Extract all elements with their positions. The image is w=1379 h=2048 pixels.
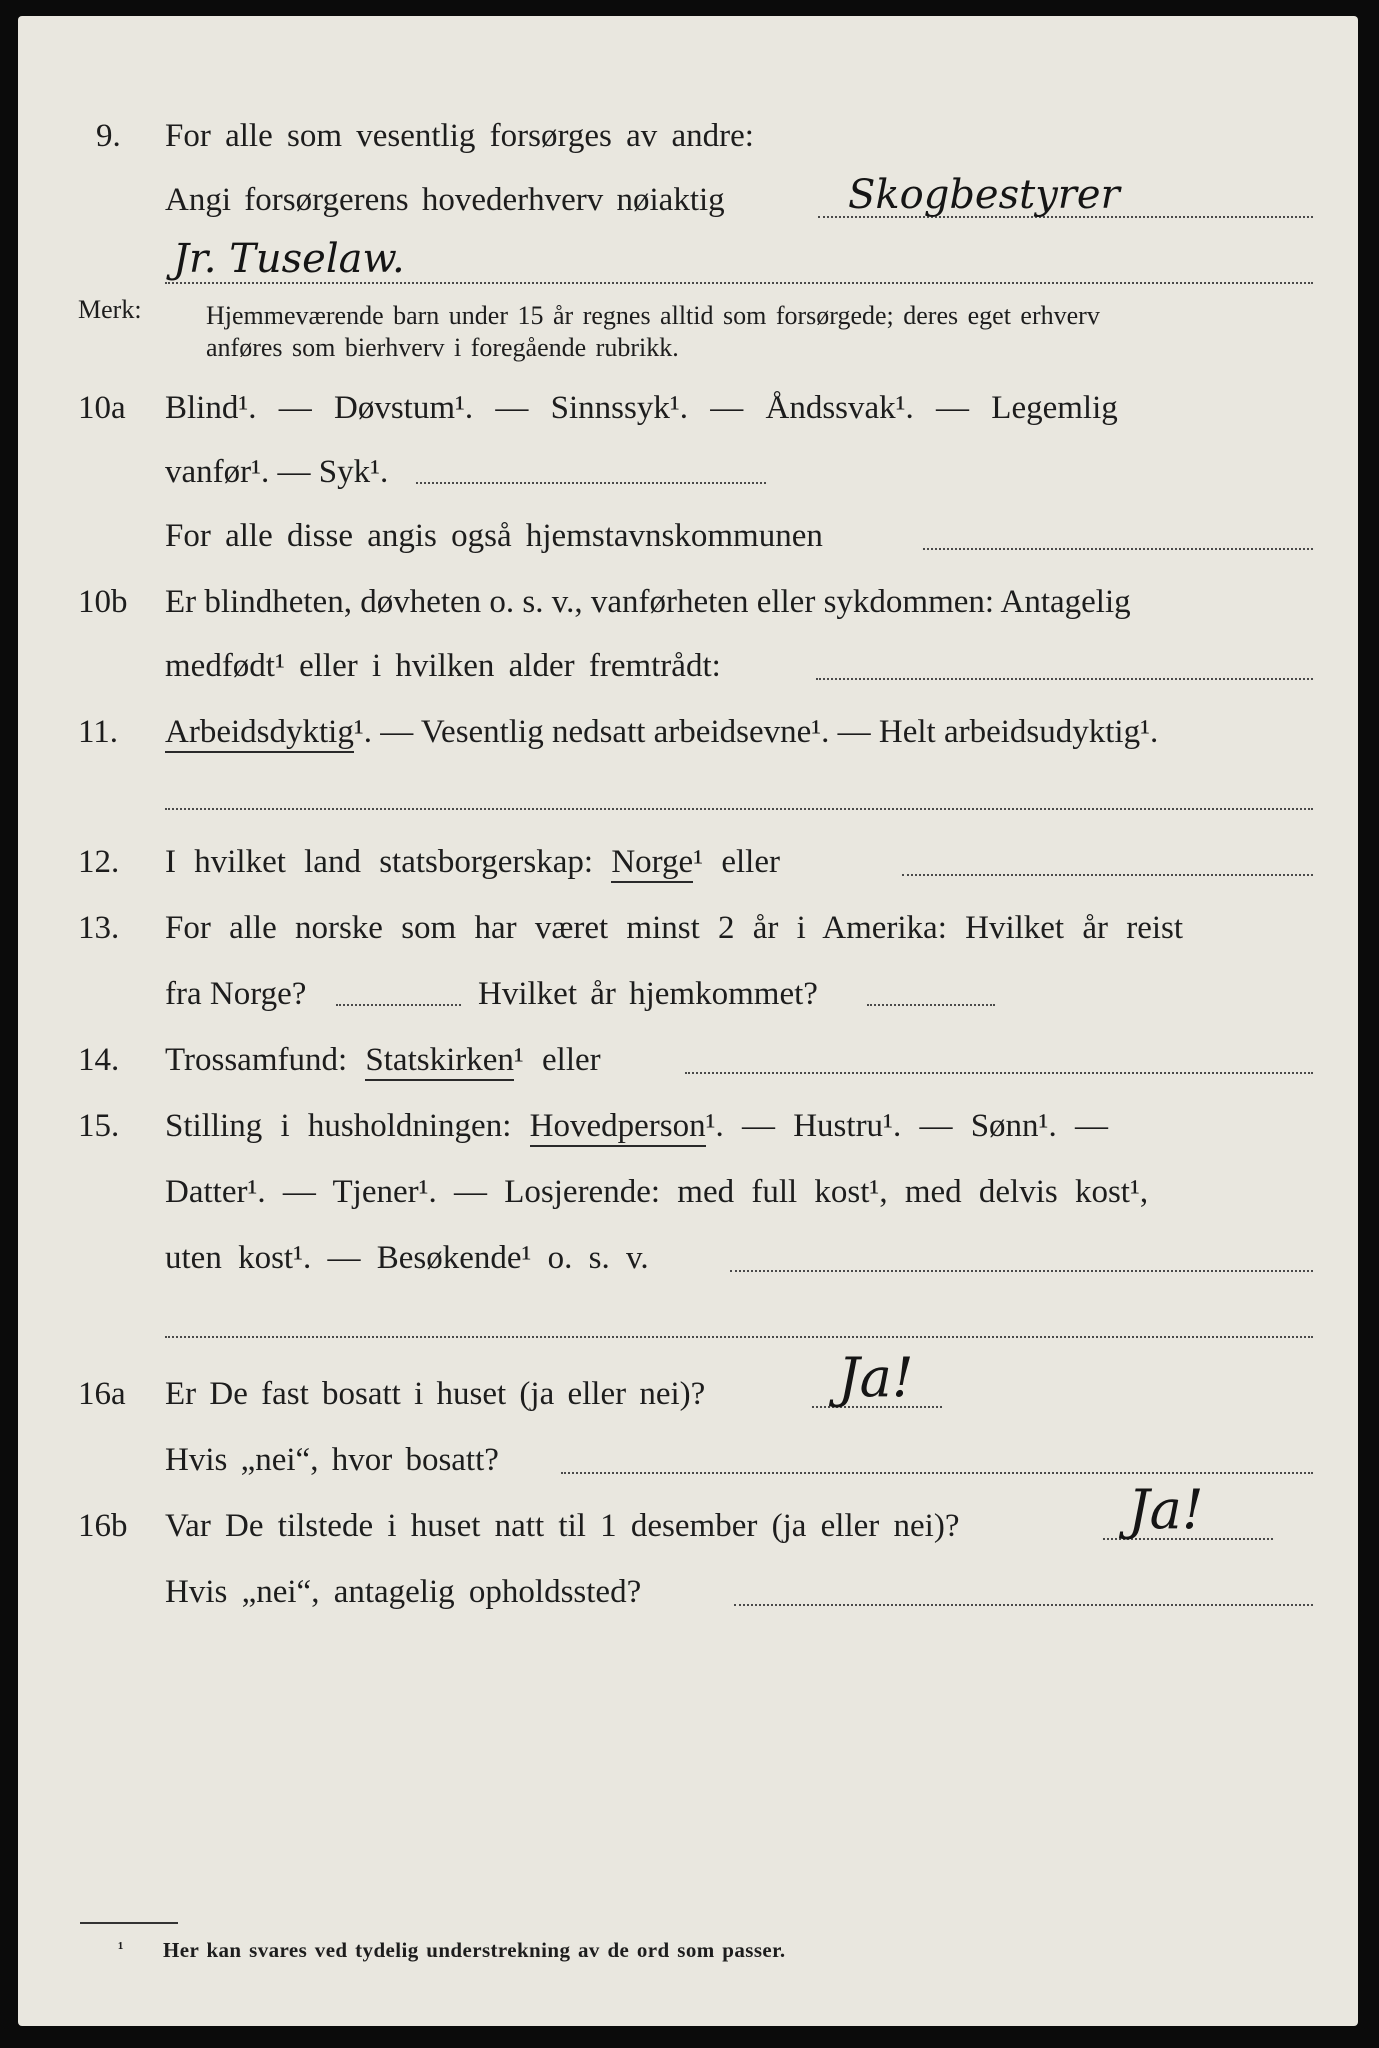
q10a-answer-line-2 <box>923 548 1313 550</box>
q16b-line1: Var De tilstede i huset natt til 1 desember (ja eller nei)? <box>165 1508 960 1544</box>
q10a-number: 10a <box>78 390 126 426</box>
q9-line1: For alle som vesentlig forsørges av andre: <box>165 118 754 154</box>
q12-answer-line <box>902 874 1313 876</box>
q9-number: 9. <box>96 118 121 154</box>
footnote-rule <box>80 1922 178 1924</box>
q14-lead: Trossamfund: <box>165 1042 348 1078</box>
q14-tail: ¹ eller <box>513 1042 601 1078</box>
q16a-line1: Er De fast bosatt i huset (ja eller nei)? <box>165 1376 706 1412</box>
q14-line <box>165 1040 601 1080</box>
q13-line1: For alle norske som har været minst 2 år i Amerika: Hvilket år reist <box>165 910 1184 946</box>
q10a-line2: vanfør¹. — Syk¹. <box>165 454 389 490</box>
merk-line2: anføres som bierhverv i foregående rubrikk. <box>206 333 679 362</box>
q16a-line2: Hvis „nei“, hvor bosatt? <box>165 1442 499 1478</box>
q11-option-arbeidsdyktig-underlined: Arbeidsdyktig <box>165 714 354 753</box>
q15-lead: Stilling i husholdningen: <box>165 1108 512 1144</box>
q10a-line1: Blind¹. — Døvstum¹. — Sinnssyk¹. — Åndssvak¹. — Legemlig <box>165 390 1118 426</box>
q16b-followup-line <box>734 1604 1313 1606</box>
census-form-page <box>18 16 1358 2026</box>
q12-option-norge-underlined: Norge <box>611 844 693 883</box>
q13-answer-line-2 <box>867 1004 995 1006</box>
q13-number: 13. <box>78 910 120 946</box>
q16b-handwritten-answer: Ja! <box>1128 1478 1204 1541</box>
q9-handwritten-answer-1: Skogbestyrer <box>848 172 1120 218</box>
q12-number: 12. <box>78 844 120 880</box>
q15-line3: uten kost¹. — Besøkende¹ o. s. v. <box>165 1240 649 1276</box>
q10a-answer-line-1 <box>416 482 766 484</box>
q15-answer-line-1 <box>730 1270 1313 1272</box>
q12-line <box>165 842 780 882</box>
footnote-text: Her kan svares ved tydelig understrekning av de ord som passer. <box>163 1938 786 1962</box>
q10b-line1: Er blindheten, døvheten o. s. v., vanførheten eller sykdommen: Antagelig <box>165 584 1131 620</box>
q10b-line2: medfødt¹ eller i hvilken alder fremtrådt: <box>165 648 721 684</box>
q9-answer-line-2 <box>165 282 1313 284</box>
q14-number: 14. <box>78 1042 120 1078</box>
q9-handwritten-answer-2: Jr. Tuselaw. <box>173 236 405 282</box>
q11-rest: ¹. — Vesentlig nedsatt arbeidsevne¹. — Helt arbeidsudyktig¹. <box>353 714 1159 750</box>
merk-line1: Hjemmeværende barn under 15 år regnes alltid som forsørgede; deres eget erhverv <box>206 301 1100 330</box>
q13-line2b: Hvilket år hjemkommet? <box>478 976 818 1012</box>
footnote-mark: ¹ <box>118 1938 124 1958</box>
q14-answer-line <box>685 1072 1313 1074</box>
q10b-answer-line <box>816 678 1313 680</box>
q11-answer-line <box>165 808 1313 810</box>
q10a-line3: For alle disse angis også hjemstavnskommunen <box>165 518 823 554</box>
q14-option-statskirken-underlined: Statskirken <box>365 1042 513 1081</box>
q15-number: 15. <box>78 1108 120 1144</box>
q10b-number: 10b <box>78 584 128 620</box>
q12-lead: I hvilket land statsborgerskap: <box>165 844 594 880</box>
q15-answer-line-2 <box>165 1336 1313 1338</box>
q16a-handwritten-answer: Ja! <box>838 1346 914 1409</box>
q15-tail1: ¹. — Hustru¹. — Sønn¹. — <box>705 1108 1108 1144</box>
q9-line2: Angi forsørgerens hovederhverv nøiaktig <box>165 182 725 218</box>
q15-line1 <box>165 1106 1108 1146</box>
merk-label: Merk: <box>78 295 142 324</box>
q13-line2a: fra Norge? <box>165 976 307 1012</box>
q13-answer-line-1 <box>336 1004 461 1006</box>
q16b-line2: Hvis „nei“, antagelig opholdssted? <box>165 1574 642 1610</box>
q11-number: 11. <box>78 714 119 750</box>
q16a-followup-line <box>561 1472 1313 1474</box>
q12-tail: ¹ eller <box>693 844 780 880</box>
q11-line <box>165 712 1158 752</box>
q16a-number: 16a <box>78 1376 126 1412</box>
q15-option-hovedperson-underlined: Hovedperson <box>530 1108 706 1147</box>
q15-line2: Datter¹. — Tjener¹. — Losjerende: med full kost¹, med delvis kost¹, <box>165 1174 1149 1210</box>
q16b-number: 16b <box>78 1508 128 1544</box>
